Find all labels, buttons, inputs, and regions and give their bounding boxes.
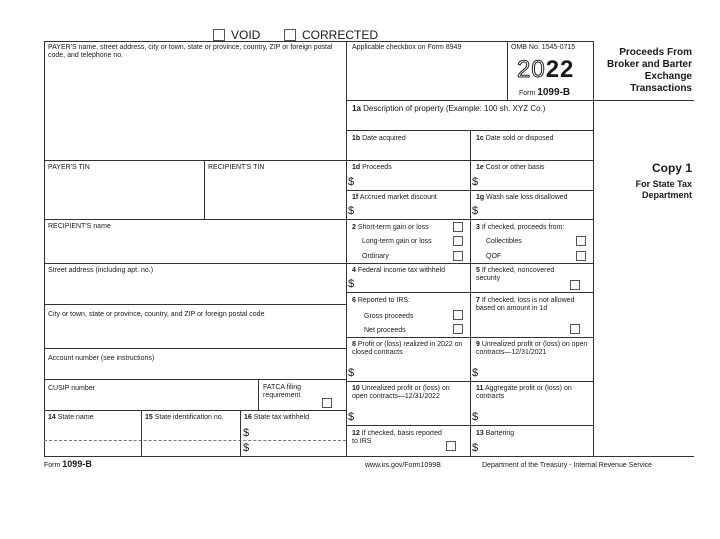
form-number-header: 1099-B [537, 87, 571, 98]
line-cusip-bottom [44, 410, 346, 411]
line-fatca-split [258, 379, 259, 410]
collectibles-checkbox[interactable] [576, 236, 586, 246]
box-9-number: 9 [476, 341, 480, 348]
form-word-header: Form [519, 90, 536, 97]
line-street-bottom [44, 304, 346, 305]
street-address-field[interactable] [48, 277, 342, 302]
collectibles-label: Collectibles [486, 238, 522, 245]
street-address-label: Street address (including apt. no.) [48, 267, 154, 274]
tax-year-suffix: 22 [545, 56, 575, 83]
box-14-label [48, 414, 94, 422]
line-1d-bottom [346, 190, 594, 191]
box-7-number: 7 [476, 297, 480, 304]
box-1c-field[interactable] [476, 145, 590, 158]
recipient-tin-field[interactable] [208, 174, 342, 216]
checkbox-8949-label: Applicable checkbox on Form 8949 [352, 44, 462, 51]
form-id-footer [44, 460, 92, 470]
box-10-dollar: $ [348, 411, 355, 423]
box-16-text: State tax withheld [253, 414, 310, 421]
box-6-number: 6 [352, 297, 356, 304]
box-9-field[interactable] [482, 364, 590, 379]
line-8-bottom [346, 381, 594, 382]
corrected-checkbox[interactable] [284, 29, 296, 41]
box-1a-field[interactable] [352, 115, 590, 128]
line-14-15-split [141, 410, 142, 456]
treasury-department: Department of the Treasury - Internal Revenue Service [482, 462, 653, 469]
line-2-bottom [346, 263, 594, 264]
box-11-text: Aggregate profit or (loss) on contracts [476, 385, 572, 400]
box-11-dollar: $ [472, 411, 479, 423]
box-1b-number: 1b [352, 135, 361, 142]
state-name-field[interactable] [48, 424, 138, 454]
box-6-label [352, 297, 410, 305]
box-16-number: 16 [244, 414, 252, 421]
box-3-text: If checked, proceeds from: [481, 224, 565, 231]
box-1f-text: Accrued market discount [359, 194, 437, 201]
void-checkbox[interactable] [213, 29, 225, 41]
box-13-text: Bartering [485, 430, 515, 437]
state-tax-field[interactable] [252, 424, 342, 454]
loss-not-allowed-checkbox[interactable] [570, 324, 580, 334]
box-13-number: 13 [476, 430, 484, 437]
box-8-dollar: $ [348, 367, 355, 379]
box-4-label [352, 267, 445, 275]
box-11-label [476, 385, 588, 401]
gross-proceeds-label: Gross proceeds [364, 313, 414, 320]
recipient-tin-label: RECIPIENT'S TIN [208, 164, 265, 171]
line-15-16-split [240, 410, 241, 456]
form-word-footer: Form [44, 462, 61, 469]
payer-name-label: PAYER'S name, street address, city or town, state or province, country, ZIP or foreign postal code, and telephone no. [48, 44, 333, 59]
city-field[interactable] [48, 321, 342, 346]
box-14-number: 14 [48, 414, 56, 421]
fatca-checkbox[interactable] [322, 398, 332, 408]
recipient-name-label: RECIPIENT'S name [48, 223, 111, 230]
short-term-checkbox[interactable] [453, 222, 463, 232]
box-3-label [476, 224, 564, 232]
box-16-dollar-1: $ [243, 427, 250, 439]
city-label: City or town, state or province, country, and ZIP or foreign postal code [48, 311, 265, 318]
net-proceeds-label: Net proceeds [364, 327, 406, 334]
box-1g-dollar: $ [472, 205, 479, 217]
box-8-text: Profit or (loss) realized in 2022 on closed contracts [352, 341, 463, 356]
box-15-number: 15 [145, 414, 153, 421]
qof-checkbox[interactable] [576, 251, 586, 261]
box-10-text: Unrealized profit or (loss) on open contracts—12/31/2022 [352, 385, 450, 400]
line-city-bottom [44, 348, 346, 349]
copy-subtitle: For State Tax Department [635, 179, 692, 200]
ordinary-label: Ordinary [362, 253, 389, 260]
box-1e-field[interactable] [482, 174, 590, 188]
box-1c-text: Date sold or disposed [485, 135, 554, 142]
divider-right-copy [593, 41, 594, 456]
box-1g-number: 1g [476, 194, 485, 201]
box-16-dollar-2: $ [243, 442, 250, 454]
ordinary-checkbox[interactable] [453, 251, 463, 261]
box-1g-field[interactable] [482, 204, 590, 217]
box-1e-label [476, 164, 545, 172]
box-1c-number: 1c [476, 135, 484, 142]
box-15-text: State identification no. [154, 414, 224, 421]
frame-bottom [44, 456, 694, 457]
line-6-bottom [346, 337, 594, 338]
box-5-text: If checked, noncovered security [476, 267, 555, 282]
payer-name-field[interactable] [48, 58, 342, 158]
box-1a-text: Description of property (Example: 100 sh. XYZ Co.) [363, 104, 546, 113]
box-1d-dollar: $ [348, 176, 355, 188]
checkbox-8949-field[interactable] [352, 54, 502, 98]
cusip-label: CUSIP number [48, 385, 95, 392]
state-id-field[interactable] [145, 424, 237, 454]
box-16-label [244, 414, 309, 422]
box-15-label [145, 414, 224, 422]
line-account-bottom [44, 379, 346, 380]
line-right-middle [470, 130, 471, 456]
box-1g-text: Wash sale loss disallowed [486, 194, 568, 201]
corrected-label: CORRECTED [302, 28, 379, 42]
box-8-field[interactable] [358, 364, 466, 379]
line-4-bottom [346, 292, 594, 293]
payer-tin-field[interactable] [48, 174, 200, 216]
form-number-footer: 1099-B [62, 459, 92, 469]
box-1f-label [352, 194, 437, 202]
box-4-text: Federal income tax withheld [357, 267, 446, 274]
box-10-label [352, 385, 466, 401]
box-1d-text: Proceeds [362, 164, 392, 171]
box-2-text: Short-term gain or loss [357, 224, 429, 231]
box-1g-label [476, 194, 568, 202]
net-proceeds-checkbox[interactable] [453, 324, 463, 334]
irs-url: www.irs.gov/Form1099B [365, 462, 441, 469]
box-12-number: 12 [352, 430, 360, 437]
line-1f-bottom [346, 219, 594, 220]
tax-year-prefix: 20 [517, 56, 546, 83]
divider-left-right [346, 41, 347, 456]
line-1b-bottom [346, 160, 594, 161]
box-9-text: Unrealized profit or (loss) on open contracts—12/31/2021 [476, 341, 588, 356]
box-2-label [352, 224, 429, 232]
box-4-field[interactable] [358, 277, 466, 290]
box-9-dollar: $ [472, 367, 479, 379]
box-1a-label [352, 104, 545, 113]
box-1b-label [352, 135, 406, 143]
account-number-field[interactable] [48, 365, 342, 377]
box-6-text: Reported to IRS: [357, 297, 410, 304]
box-14-text: State name [57, 414, 94, 421]
noncovered-checkbox[interactable] [570, 280, 580, 290]
box-1e-text: Cost or other basis [485, 164, 545, 171]
box-11-number: 11 [476, 385, 484, 392]
box-12-label [352, 430, 448, 446]
box-3-number: 3 [476, 224, 480, 231]
fatca-label: FATCA filing requirement [263, 384, 301, 399]
box-1b-text: Date acquired [362, 135, 406, 142]
box-4-number: 4 [352, 267, 356, 274]
qof-label: QOF [486, 253, 502, 260]
box-8-number: 8 [352, 341, 356, 348]
box-10-field[interactable] [358, 408, 466, 423]
box-9-label [476, 341, 591, 357]
form-title: Proceeds From Broker and Barter Exchange Transactions [606, 47, 692, 94]
void-label: VOID [231, 28, 261, 42]
box-1e-number: 1e [476, 164, 484, 171]
box-1f-field[interactable] [358, 204, 466, 217]
box-1f-number: 1f [352, 194, 359, 201]
box-13-dollar: $ [472, 442, 479, 454]
box-2-number: 2 [352, 224, 356, 231]
box-5-number: 5 [476, 267, 480, 274]
box-1d-field[interactable] [358, 174, 466, 188]
copy-title: Copy 1 [651, 161, 692, 175]
line-tin-bottom [44, 219, 346, 220]
box-8-label [352, 341, 464, 357]
line-name-bottom [44, 263, 346, 264]
payer-tin-label: PAYER'S TIN [48, 164, 90, 171]
basis-reported-checkbox[interactable] [446, 441, 456, 451]
box-1d-number: 1d [352, 164, 361, 171]
line-omb-split [507, 41, 508, 100]
box-11-field[interactable] [482, 408, 590, 423]
box-1a-number: 1a [352, 104, 361, 113]
long-term-label: Long-term gain or loss [362, 238, 432, 245]
frame-top [44, 41, 593, 42]
line-payer-bottom [44, 160, 346, 161]
box-10-number: 10 [352, 385, 360, 392]
long-term-checkbox[interactable] [453, 236, 463, 246]
omb-number: OMB No. 1545-0715 [511, 44, 576, 51]
line-tin-split [204, 160, 205, 219]
box-12-text: If checked, basis reported to IRS [352, 430, 442, 445]
box-5-label [476, 267, 566, 283]
box-4-dollar: $ [348, 278, 355, 290]
cusip-field[interactable] [48, 395, 254, 408]
box-1d-label [352, 164, 392, 172]
account-number-label: Account number (see instructions) [48, 355, 155, 362]
box-7-text: If checked, loss is not allowed based on amount in 1d [476, 297, 575, 312]
box-13-label [476, 430, 514, 438]
recipient-name-field[interactable] [48, 233, 342, 261]
box-1c-label [476, 135, 553, 143]
gross-proceeds-checkbox[interactable] [453, 310, 463, 320]
form-id-header [519, 89, 570, 98]
box-13-field[interactable] [482, 440, 590, 454]
box-1b-field[interactable] [352, 145, 466, 158]
line-header-bottom [346, 100, 694, 101]
box-1e-dollar: $ [472, 176, 479, 188]
frame-left [44, 41, 45, 456]
line-10-bottom [346, 425, 594, 426]
tax-year [517, 58, 574, 82]
box-7-label [476, 297, 581, 313]
box-1f-dollar: $ [348, 205, 355, 217]
